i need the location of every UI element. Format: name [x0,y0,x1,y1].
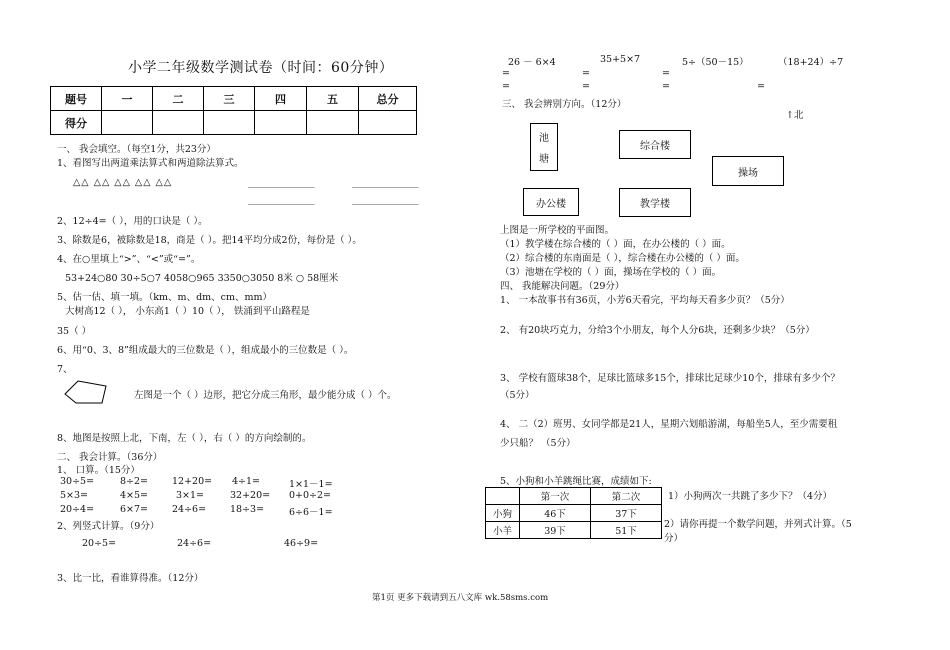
question-4-5: 5、小狗和小羊跳绳比赛，成绩如下: [500,476,652,487]
results-cell: 51下 [591,522,662,539]
score-table [50,86,417,135]
question-3-1: （1）教学楼在综合楼的（ ）面，在办公楼的（ ）面。 [500,239,731,250]
score-cell[interactable] [153,111,204,135]
equals-sign: = [582,68,590,79]
question-1-5-items: 大树高12（ ）， 小东高1（ ）10（ ）， 铁涌到平山路程是 [65,306,310,317]
question-2-2: 2、列竖式计算。（9分） [57,521,160,532]
results-header-row [486,488,662,505]
map-label: 综合楼 [640,141,670,152]
equals-sign: = [757,81,765,92]
map-office-building [523,188,579,216]
equals-sign: = [582,81,590,92]
question-4-2: 2、 有20块巧克力，分给3个小朋友，每个人分6块，还剩多少块？（5分） [500,325,815,336]
question-2-1: 1、 口算。（15分） [57,465,140,476]
answer-blank: ＿＿＿＿＿＿＿ [248,179,315,190]
map-pond-label: 塘 [539,154,549,165]
question-1-3: 3、除数是6，被除数是18，商是（ ）。把14平均分成2份，每份是（ ）。 [57,235,362,246]
score-table-score-row [51,111,417,135]
page-title: 小学二年级数学测试卷（时间：60分钟） [128,60,394,76]
question-1-5-cont: 35（ ） [57,326,92,337]
equals-sign: = [662,81,670,92]
map-complex-building [619,130,691,159]
results-cell: 39下 [520,522,591,539]
question-1-8: 8、地图是按照上北，下南，左（ ），右（ ）的方向绘制的。 [57,433,312,444]
oral-calc-item: 24÷6= [172,504,207,515]
score-cell[interactable] [359,111,417,135]
oral-calc-item: 5×3= [60,490,89,501]
score-cell[interactable] [204,111,255,135]
results-row-label: 小狗 [486,505,520,522]
results-row [486,522,662,539]
vertical-calc-item: 24÷6= [177,538,212,549]
question-1-4: 4、在○里填上“>”、“<”或“=”。 [57,254,201,265]
question-4-3-score: （5分） [500,390,535,401]
pentagon-figure [62,378,108,406]
section-2-heading: 二、 我会计算。（36分） [57,452,163,463]
equals-sign: = [662,68,670,79]
oral-calc-item: 12+20= [172,476,213,487]
map-playground [712,156,784,186]
score-header-cell: 总分 [359,87,417,111]
calc-expression: 5÷（50－15） [682,57,749,68]
calc-expression: （18+24）÷7 [778,57,844,68]
map-label: 操场 [738,167,758,179]
calc-expression: 35+5×7 [600,54,641,65]
map-caption: 上图是一所学校的平面图。 [500,225,615,236]
question-4-5-2-cont: 分） [664,533,684,544]
section-4-heading: 四、 我能解决问题。（29分） [500,281,625,292]
score-header-cell: 三 [204,87,255,111]
answer-blank: ＿＿＿＿＿＿＿ [352,179,419,190]
section-1-heading: 一、 我会填空。（每空1分，共23分） [57,144,216,155]
question-1-2: 2、12÷4=（ ），用的口诀是（ ）。 [57,216,208,227]
oral-calc-item: 8÷2= [120,476,149,487]
vertical-calc-item: 20÷5= [82,538,117,549]
question-1-5: 5、估一估、填一填。（km、m、dm、cm、mm） [57,292,273,303]
oral-calc-item: 6×7= [120,504,149,515]
score-row-label: 得分 [51,111,102,135]
question-4-4: 4、 二（2）班男、女同学都是21人，星期六划船游湖，每船坐5人，至少需要租 [500,419,838,430]
vertical-calc-item: 46÷9= [284,538,319,549]
results-cell: 37下 [591,505,662,522]
question-4-1: 1、 一本故事书有36页，小芳6天看完，平均每天看多少页？（5分） [500,295,790,306]
section-3-heading: 三、 我会辨别方向。（12分） [502,99,627,110]
results-header-cell: 第一次 [520,488,591,505]
oral-calc-item: 4×5= [120,490,149,501]
score-header-cell: 二 [153,87,204,111]
question-1-7: 左图是一个（ ）边形，把它分成三角形，最少能分成（ ）个。 [134,390,397,401]
oral-calc-item: 3×1= [176,490,205,501]
score-cell[interactable] [307,111,359,135]
oral-calc-item: 1×1－1= [289,479,333,490]
oral-calc-item: 6÷6－1= [289,507,333,518]
oral-calc-item: 4÷1= [232,476,261,487]
page-footer: 第1页 更多下载请到五八文库 wk.58sms.com [372,593,549,603]
map-label: 教学楼 [640,199,670,210]
score-header-cell: 五 [307,87,359,111]
results-row [486,505,662,522]
oral-calc-item: 32+20= [230,490,271,501]
question-1-7-number: 7、 [57,364,73,375]
score-header-cell: 题号 [51,87,102,111]
triangles-figure: △△ △△ △△ △△ △△ [73,177,173,188]
results-cell: 46下 [520,505,591,522]
results-row-label: 小羊 [486,522,520,539]
oral-calc-item: 0+0÷2= [289,490,332,501]
question-4-5-1: 1）小狗两次一共跳了多少下？（4分） [668,491,833,502]
score-header-cell: 一 [102,87,153,111]
results-table [485,487,662,539]
north-indicator: ↑北 [786,110,804,121]
map-pond [530,123,558,171]
question-1-1: 1、看图写出两道乘法算式和两道除法算式。 [57,158,244,169]
oral-calc-item: 30÷5= [60,476,95,487]
question-4-5-2: 2）请你再提一个数学问题，并列式计算。（5 [664,519,852,530]
question-3-2: （2）综合楼的东南面是（ ），综合楼在办公楼的（ ）面。 [500,253,745,264]
oral-calc-item: 18÷3= [230,504,265,515]
question-2-3: 3、比一比，看谁算得准。（12分） [57,573,204,584]
map-pond-label: 池 [539,133,549,144]
question-4-3: 3、 学校有篮球38个，足球比篮球多15个，排球比足球少10个，排球有多少个？ [500,373,840,384]
question-3-3: （3）池塘在学校的（ ）面，操场在学校的（ ）面。 [500,267,722,278]
oral-calc-item: 20÷4= [60,504,95,515]
results-corner-cell [486,488,520,505]
question-4-4-cont: 少只船？ （5分） [500,438,576,449]
equals-sign: = [502,81,510,92]
calc-expression: 26 － 6×4 [508,57,556,68]
score-table-header-row [51,87,417,111]
results-header-cell: 第二次 [591,488,662,505]
score-cell[interactable] [255,111,307,135]
score-header-cell: 四 [255,87,307,111]
question-1-6: 6、用“0、3、8”组成最大的三位数是（ ），组成最小的三位数是（ ）。 [57,345,354,356]
score-cell[interactable] [102,111,153,135]
answer-blank: ＿＿＿＿＿＿＿ [248,196,315,207]
map-label: 办公楼 [536,198,566,210]
map-teaching-building [619,188,691,217]
equals-sign: = [502,68,510,79]
answer-blank: ＿＿＿＿＿＿＿ [352,196,419,207]
compare-items: 53+24○80 30÷5○7 4058○965 3350○3050 8米 ○ 58厘米 [65,273,339,284]
